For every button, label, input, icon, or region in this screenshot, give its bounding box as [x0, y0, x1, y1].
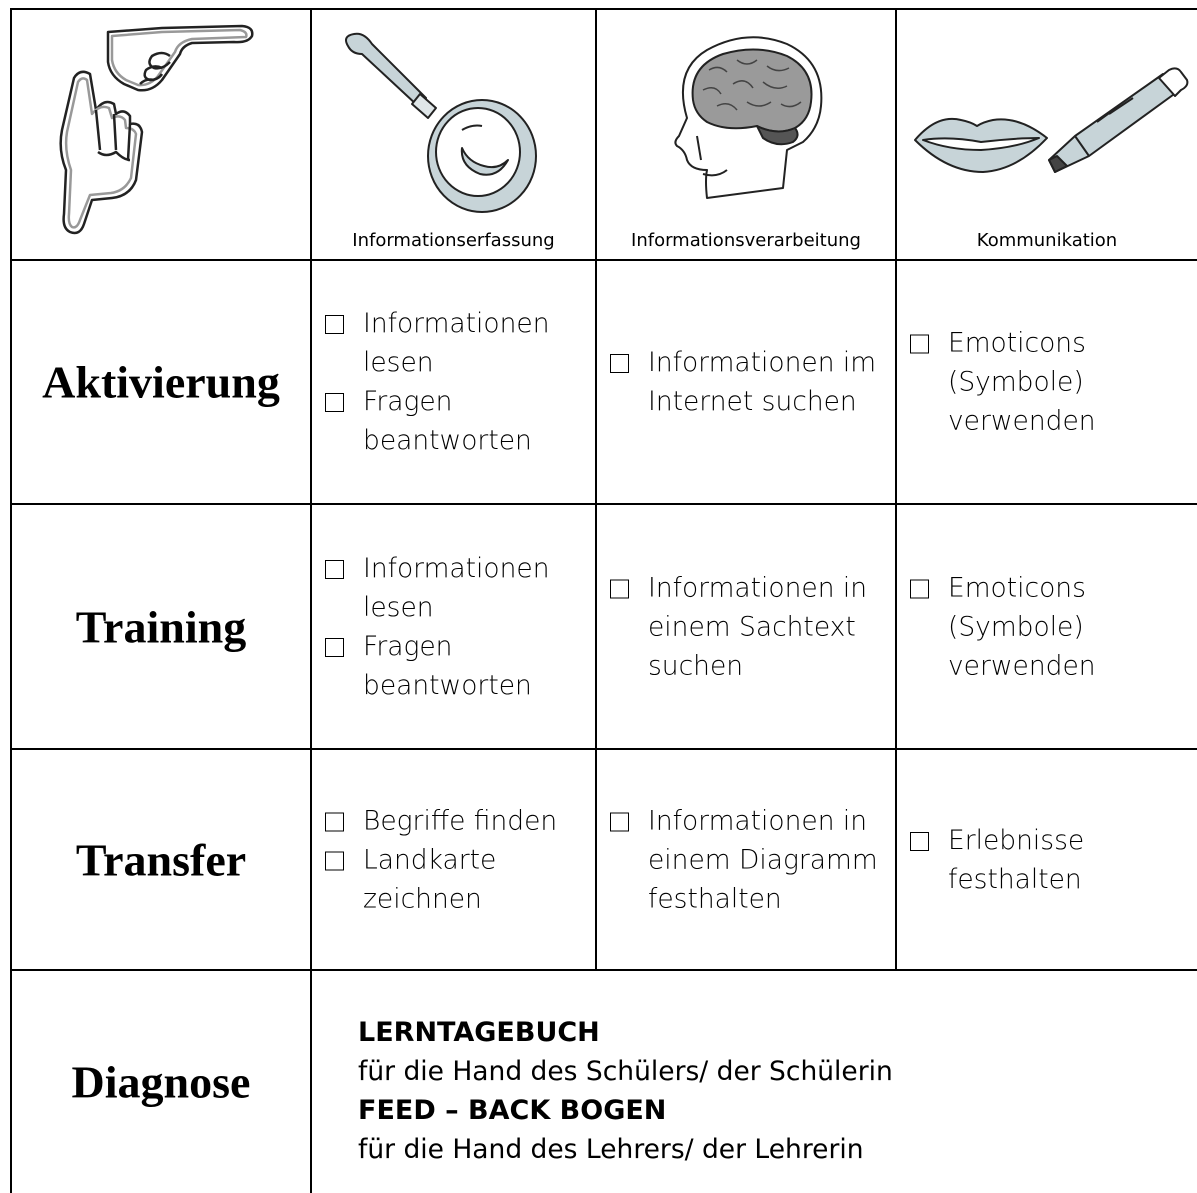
header-cell-hands: [12, 10, 310, 259]
checkbox[interactable]: [610, 354, 629, 373]
task-cell: [312, 750, 595, 969]
task-item: Fragen beantworten: [324, 627, 587, 705]
diagnose-content: [358, 1013, 893, 1169]
task-cell: [897, 505, 1197, 748]
pointing-hands-icon: [12, 10, 310, 259]
task-cell: [312, 261, 595, 503]
row-label-aktivierung: Aktivierung: [42, 356, 280, 408]
task-item: Begriffe finden: [324, 801, 587, 840]
header-cell-communication: [897, 10, 1197, 259]
checkbox[interactable]: [325, 812, 344, 831]
checkbox[interactable]: [910, 832, 929, 851]
task-item: Emoticons (Symbole) verwenden: [909, 568, 1189, 685]
checkbox[interactable]: [325, 851, 344, 870]
checkbox[interactable]: [610, 812, 629, 831]
row-label-cell: [12, 750, 310, 969]
task-item: Fragen beantworten: [324, 382, 587, 460]
magnifying-glass-icon: [312, 10, 595, 230]
diagnose-subtitle-student: für die Hand des Schülers/ der Schülerin: [358, 1056, 893, 1087]
task-cell: [897, 750, 1197, 969]
checkbox[interactable]: [910, 579, 929, 598]
row-label-diagnose: Diagnose: [71, 1056, 251, 1108]
column-label: Kommunikation: [976, 230, 1118, 251]
task-cell: [597, 261, 895, 503]
diagnose-title-learning-diary: LERNTAGEBUCH: [358, 1017, 600, 1048]
task-item: Informationen im Internet suchen: [609, 343, 887, 421]
task-item: Erlebnisse festhalten: [909, 821, 1189, 899]
task-item: Informationen lesen: [324, 304, 587, 382]
row-label-cell: [12, 971, 310, 1193]
lips-pencil-icon: [897, 10, 1197, 230]
task-item: Emoticons (Symbole) verwenden: [909, 324, 1189, 441]
task-item: Informationen in einem Sachtext suchen: [609, 568, 887, 685]
head-brain-icon: [597, 10, 895, 230]
task-cell: [897, 261, 1197, 503]
task-item: Informationen lesen: [324, 549, 587, 627]
checkbox[interactable]: [325, 638, 344, 657]
task-cell: [312, 505, 595, 748]
row-label-cell: [12, 505, 310, 748]
row-label-transfer: Transfer: [75, 834, 247, 885]
checkbox[interactable]: [325, 560, 344, 579]
header-cell-info-processing: [597, 10, 895, 259]
task-item: Informationen in einem Diagramm festhalten: [609, 801, 887, 918]
checkbox[interactable]: [325, 393, 344, 412]
header-cell-info-capture: [312, 10, 595, 259]
diagnose-title-feedback-form: FEED – BACK BOGEN: [358, 1095, 667, 1126]
row-label-training: Training: [75, 601, 247, 652]
column-label: Informationsverarbeitung: [631, 230, 861, 251]
task-item: Landkarte zeichnen: [324, 840, 587, 918]
column-label: Informationserfassung: [352, 230, 555, 251]
checkbox[interactable]: [910, 335, 929, 354]
task-cell: [597, 750, 895, 969]
row-label-cell: [12, 261, 310, 503]
diagnose-subtitle-teacher: für die Hand des Lehrers/ der Lehrerin: [358, 1134, 864, 1165]
checkbox[interactable]: [610, 579, 629, 598]
checkbox[interactable]: [325, 315, 344, 334]
task-cell: [597, 505, 895, 748]
